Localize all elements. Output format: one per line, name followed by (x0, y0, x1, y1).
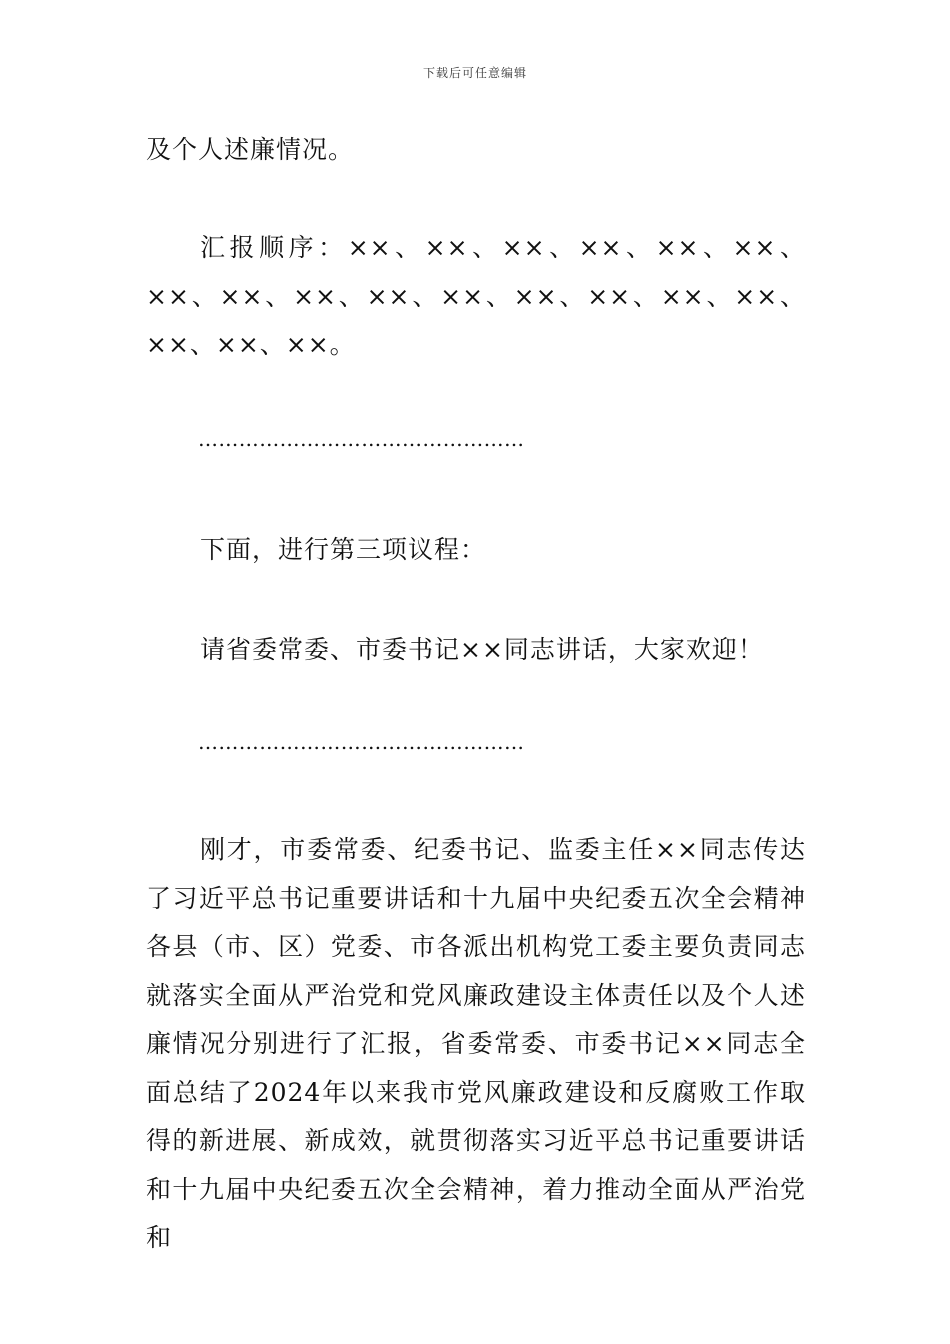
paragraph-continued: 及个人述廉情况。 (146, 135, 355, 164)
speech-invitation: 请省委常委、市委书记××同志讲话，大家欢迎！ (200, 635, 764, 664)
page-header-watermark: 下载后可任意编辑 (422, 66, 527, 80)
separator-dots: ………………………………………… (198, 730, 525, 754)
separator-dots: ………………………………………… (198, 427, 525, 451)
report-order-paragraph: 汇报顺序：××、××、××、××、××、××、××、××、××、××、××、××、××、××、××、××、××、××。 (146, 233, 806, 359)
agenda-item-three: 下面，进行第三项议程： (200, 535, 487, 564)
summary-paragraph: 刚才，市委常委、纪委书记、监委主任××同志传达了习近平总书记重要讲话和十九届中央纪委五次全会精神各县（市、区）党委、市各派出机构党工委主要负责同志就落实全面从严治党和党风廉政建设主体责任以及个人述廉情况分别进行了汇报，省委常委、市委书记××同志全面总结了2024年以来我市党风廉政建设和反腐败工作取得的新进展、新成效，就贯彻落实习近平总书记重要讲话和十九届中央纪委五次全会精神，着力推动全面从严治党和 (146, 835, 806, 1252)
